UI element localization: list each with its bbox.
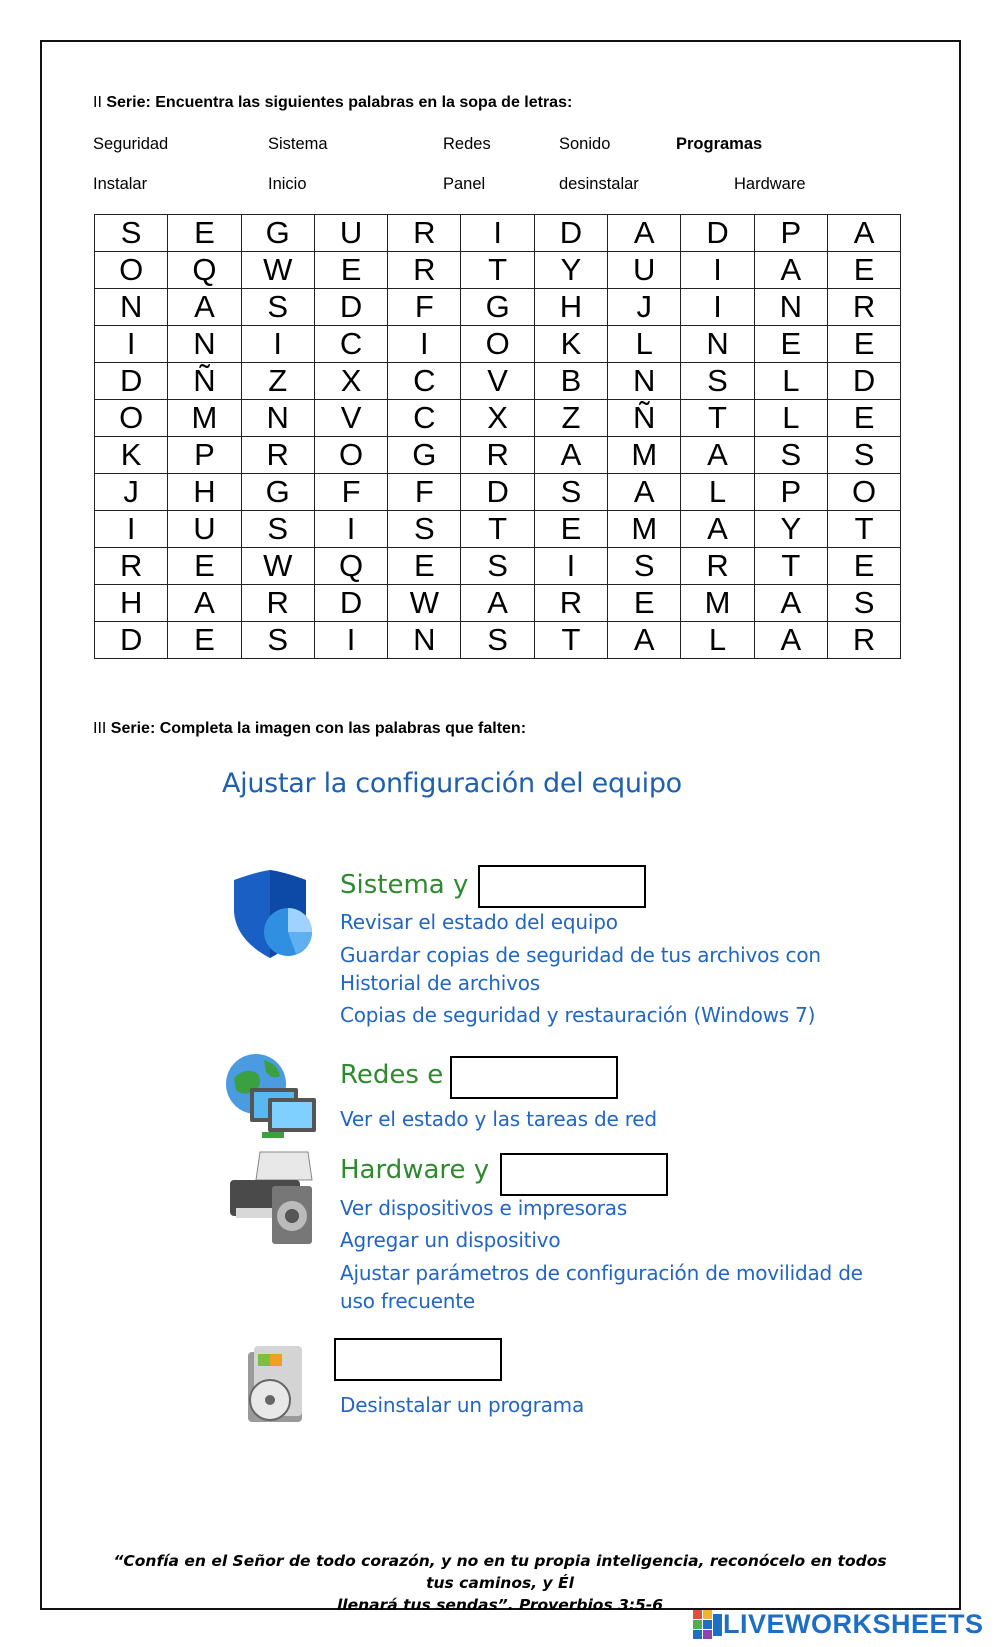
grid-cell[interactable]: F xyxy=(388,474,461,511)
grid-cell[interactable]: S xyxy=(388,511,461,548)
word-panel: Panel xyxy=(443,175,486,193)
printer-speaker-icon xyxy=(226,1150,318,1246)
word-instalar: Instalar xyxy=(93,175,148,193)
grid-cell[interactable]: A xyxy=(754,585,827,622)
sistema-blank-input[interactable] xyxy=(478,865,646,908)
word-sonido: Sonido xyxy=(559,135,611,153)
grid-row xyxy=(95,252,901,289)
grid-cell[interactable]: O xyxy=(827,474,900,511)
grid-cell[interactable]: A xyxy=(608,622,681,659)
grid-cell[interactable]: U xyxy=(168,511,241,548)
grid-cell[interactable]: Y xyxy=(754,511,827,548)
grid-cell[interactable]: N xyxy=(388,622,461,659)
grid-cell[interactable]: N xyxy=(241,400,314,437)
grid-cell[interactable]: I xyxy=(681,289,754,326)
grid-cell[interactable]: D xyxy=(95,363,168,400)
link-copias-restauracion[interactable]: Copias de seguridad y restauración (Windows 7) xyxy=(340,1003,816,1027)
serie-2-text: Serie: Encuentra las siguientes palabras en la sopa de letras: xyxy=(106,94,573,111)
grid-cell[interactable]: Y xyxy=(534,252,607,289)
link-guardar-copias[interactable]: Guardar copias de seguridad de tus archivos con xyxy=(340,943,821,967)
grid-cell[interactable]: H xyxy=(95,585,168,622)
grid-cell[interactable]: P xyxy=(754,215,827,252)
grid-row xyxy=(95,289,901,326)
grid-cell[interactable]: S xyxy=(608,548,681,585)
grid-cell[interactable]: N xyxy=(754,289,827,326)
grid-cell[interactable]: M xyxy=(168,400,241,437)
word-search-grid xyxy=(94,214,901,659)
grid-cell[interactable]: S xyxy=(754,437,827,474)
grid-row xyxy=(95,474,901,511)
grid-cell[interactable]: O xyxy=(461,326,534,363)
grid-cell[interactable]: D xyxy=(827,363,900,400)
link-agregar-dispositivo[interactable]: Agregar un dispositivo xyxy=(340,1228,561,1252)
grid-cell[interactable]: Ñ xyxy=(608,400,681,437)
liveworksheets-brand xyxy=(693,1609,984,1640)
grid-cell[interactable]: A xyxy=(608,474,681,511)
liveworksheets-logo-icon xyxy=(693,1610,723,1640)
grid-cell[interactable]: W xyxy=(388,585,461,622)
grid-cell[interactable]: D xyxy=(461,474,534,511)
grid-cell[interactable]: E xyxy=(827,400,900,437)
grid-cell[interactable]: Q xyxy=(314,548,387,585)
grid-cell[interactable]: A xyxy=(461,585,534,622)
serie-3-heading xyxy=(93,720,526,738)
link-desinstalar-programa[interactable]: Desinstalar un programa xyxy=(340,1393,585,1417)
grid-cell[interactable]: L xyxy=(754,363,827,400)
sistema-category-title: Sistema y xyxy=(340,870,469,900)
grid-cell[interactable]: Z xyxy=(534,400,607,437)
grid-row xyxy=(95,585,901,622)
grid-cell[interactable]: A xyxy=(534,437,607,474)
grid-cell[interactable]: T xyxy=(827,511,900,548)
grid-cell[interactable]: S xyxy=(534,474,607,511)
grid-cell[interactable]: I xyxy=(461,215,534,252)
link-ver-dispositivos[interactable]: Ver dispositivos e impresoras xyxy=(340,1196,628,1220)
grid-cell[interactable]: D xyxy=(681,215,754,252)
serie-3-numeral: III xyxy=(93,720,107,737)
quote-line-2: llenará tus sendas”. Proverbios 3:5-6 xyxy=(336,1596,664,1614)
grid-cell[interactable]: I xyxy=(314,511,387,548)
link-estado-red[interactable]: Ver el estado y las tareas de red xyxy=(340,1107,657,1131)
grid-cell[interactable]: Q xyxy=(168,252,241,289)
grid-cell[interactable]: P xyxy=(754,474,827,511)
grid-cell[interactable]: S xyxy=(241,289,314,326)
quote-line-1: “Confía en el Señor de todo corazón, y no en tu propia inteligencia, reconócelo en todos tus caminos, y Él xyxy=(113,1552,887,1592)
bible-quote xyxy=(100,1550,900,1616)
word-redes: Redes xyxy=(443,135,491,153)
grid-cell[interactable]: H xyxy=(168,474,241,511)
security-shield-icon xyxy=(226,870,318,962)
grid-cell[interactable]: L xyxy=(754,400,827,437)
grid-cell[interactable]: E xyxy=(168,622,241,659)
serie-2-numeral: II xyxy=(93,94,102,111)
grid-cell[interactable]: A xyxy=(681,437,754,474)
grid-cell[interactable]: K xyxy=(534,326,607,363)
grid-cell[interactable]: W xyxy=(241,548,314,585)
grid-cell[interactable]: M xyxy=(608,437,681,474)
grid-cell[interactable]: E xyxy=(168,548,241,585)
grid-cell[interactable]: T xyxy=(461,252,534,289)
grid-cell[interactable]: X xyxy=(314,363,387,400)
grid-cell[interactable]: S xyxy=(241,622,314,659)
grid-cell[interactable]: D xyxy=(534,215,607,252)
network-globe-icon xyxy=(224,1052,320,1142)
grid-row xyxy=(95,437,901,474)
word-seguridad: Seguridad xyxy=(93,135,169,153)
grid-cell[interactable]: A xyxy=(168,585,241,622)
grid-cell[interactable]: E xyxy=(608,585,681,622)
grid-cell[interactable]: R xyxy=(388,215,461,252)
grid-cell[interactable]: F xyxy=(314,474,387,511)
grid-cell[interactable]: N xyxy=(681,326,754,363)
grid-row xyxy=(95,511,901,548)
grid-cell[interactable]: G xyxy=(461,289,534,326)
grid-cell[interactable]: C xyxy=(388,400,461,437)
grid-cell[interactable]: A xyxy=(168,289,241,326)
grid-cell[interactable]: E xyxy=(827,326,900,363)
grid-row xyxy=(95,622,901,659)
grid-cell[interactable]: S xyxy=(827,585,900,622)
grid-cell[interactable]: S xyxy=(95,215,168,252)
serie-3-text: Serie: Completa la imagen con las palabras que falten: xyxy=(110,720,527,737)
grid-cell[interactable]: G xyxy=(388,437,461,474)
grid-cell[interactable]: B xyxy=(534,363,607,400)
grid-cell[interactable]: E xyxy=(827,252,900,289)
grid-cell[interactable]: E xyxy=(754,326,827,363)
hardware-category-title: Hardware y xyxy=(340,1155,490,1185)
grid-cell[interactable]: K xyxy=(95,437,168,474)
redes-blank-input[interactable] xyxy=(450,1056,618,1099)
grid-cell[interactable]: C xyxy=(388,363,461,400)
grid-cell[interactable]: R xyxy=(241,585,314,622)
link-uso-frecuente[interactable]: uso frecuente xyxy=(340,1289,476,1313)
word-sistema: Sistema xyxy=(268,135,328,153)
grid-row xyxy=(95,400,901,437)
grid-cell[interactable]: E xyxy=(534,511,607,548)
word-hardware: Hardware xyxy=(734,175,806,193)
liveworksheets-wordmark: LIVEWORKSHEETS xyxy=(723,1609,984,1639)
grid-cell[interactable]: C xyxy=(314,326,387,363)
grid-cell[interactable]: V xyxy=(314,400,387,437)
link-ajustar-movilidad[interactable]: Ajustar parámetros de configuración de movilidad de xyxy=(340,1261,863,1285)
word-desinstalar: desinstalar xyxy=(559,175,639,193)
grid-cell[interactable]: N xyxy=(95,289,168,326)
grid-cell[interactable]: I xyxy=(95,326,168,363)
grid-cell[interactable]: S xyxy=(827,437,900,474)
grid-row xyxy=(95,548,901,585)
grid-row xyxy=(95,326,901,363)
grid-cell[interactable]: J xyxy=(608,289,681,326)
serie-2-heading xyxy=(93,94,572,112)
grid-cell[interactable]: L xyxy=(681,622,754,659)
control-panel-title: Ajustar la configuración del equipo xyxy=(222,768,682,799)
grid-cell[interactable]: G xyxy=(241,215,314,252)
grid-cell[interactable]: T xyxy=(461,511,534,548)
grid-row xyxy=(95,215,901,252)
grid-cell[interactable]: R xyxy=(827,289,900,326)
grid-cell[interactable]: S xyxy=(241,511,314,548)
grid-cell[interactable]: A xyxy=(827,215,900,252)
grid-cell[interactable]: T xyxy=(754,548,827,585)
grid-cell[interactable]: A xyxy=(608,215,681,252)
grid-cell[interactable]: S xyxy=(681,363,754,400)
grid-cell[interactable]: T xyxy=(681,400,754,437)
grid-cell[interactable]: R xyxy=(461,437,534,474)
grid-cell[interactable]: W xyxy=(241,252,314,289)
redes-category-title: Redes e xyxy=(340,1060,444,1090)
grid-cell[interactable]: L xyxy=(681,474,754,511)
grid-cell[interactable]: I xyxy=(681,252,754,289)
grid-cell[interactable]: J xyxy=(95,474,168,511)
grid-cell[interactable]: P xyxy=(168,437,241,474)
grid-cell[interactable]: E xyxy=(388,548,461,585)
grid-cell[interactable]: M xyxy=(608,511,681,548)
grid-cell[interactable]: R xyxy=(95,548,168,585)
grid-row xyxy=(95,363,901,400)
grid-cell[interactable]: H xyxy=(534,289,607,326)
grid-cell[interactable]: E xyxy=(168,215,241,252)
grid-cell[interactable]: I xyxy=(534,548,607,585)
grid-cell[interactable]: A xyxy=(754,622,827,659)
grid-cell[interactable]: T xyxy=(534,622,607,659)
grid-cell[interactable]: Z xyxy=(241,363,314,400)
link-revisar-estado[interactable]: Revisar el estado del equipo xyxy=(340,910,618,934)
grid-cell[interactable]: R xyxy=(681,548,754,585)
grid-cell[interactable]: D xyxy=(314,585,387,622)
grid-cell[interactable]: O xyxy=(314,437,387,474)
grid-cell[interactable]: S xyxy=(461,548,534,585)
grid-cell[interactable]: E xyxy=(827,548,900,585)
grid-cell[interactable]: M xyxy=(681,585,754,622)
grid-cell[interactable]: N xyxy=(608,363,681,400)
grid-cell[interactable]: I xyxy=(314,622,387,659)
word-programas: Programas xyxy=(676,135,763,153)
grid-cell[interactable]: D xyxy=(314,289,387,326)
grid-cell[interactable]: X xyxy=(461,400,534,437)
grid-cell[interactable]: R xyxy=(534,585,607,622)
grid-cell[interactable]: Ñ xyxy=(168,363,241,400)
grid-cell[interactable]: G xyxy=(241,474,314,511)
programas-blank-input[interactable] xyxy=(334,1338,502,1381)
grid-cell[interactable]: A xyxy=(681,511,754,548)
grid-cell[interactable]: U xyxy=(608,252,681,289)
grid-cell[interactable]: I xyxy=(95,511,168,548)
grid-cell[interactable]: L xyxy=(608,326,681,363)
grid-cell[interactable]: A xyxy=(754,252,827,289)
grid-cell[interactable]: S xyxy=(461,622,534,659)
word-inicio: Inicio xyxy=(268,175,307,193)
programs-disc-icon xyxy=(240,1344,310,1426)
hardware-blank-input[interactable] xyxy=(500,1153,668,1196)
grid-cell[interactable]: O xyxy=(95,400,168,437)
grid-cell[interactable]: I xyxy=(241,326,314,363)
grid-cell[interactable]: O xyxy=(95,252,168,289)
grid-cell[interactable]: E xyxy=(314,252,387,289)
link-historial-archivos[interactable]: Historial de archivos xyxy=(340,971,540,995)
grid-cell[interactable]: D xyxy=(95,622,168,659)
grid-cell[interactable]: V xyxy=(461,363,534,400)
grid-cell[interactable]: R xyxy=(827,622,900,659)
grid-cell[interactable]: F xyxy=(388,289,461,326)
grid-cell[interactable]: N xyxy=(168,326,241,363)
grid-cell[interactable]: R xyxy=(241,437,314,474)
grid-cell[interactable]: I xyxy=(388,326,461,363)
grid-cell[interactable]: R xyxy=(388,252,461,289)
grid-cell[interactable]: U xyxy=(314,215,387,252)
